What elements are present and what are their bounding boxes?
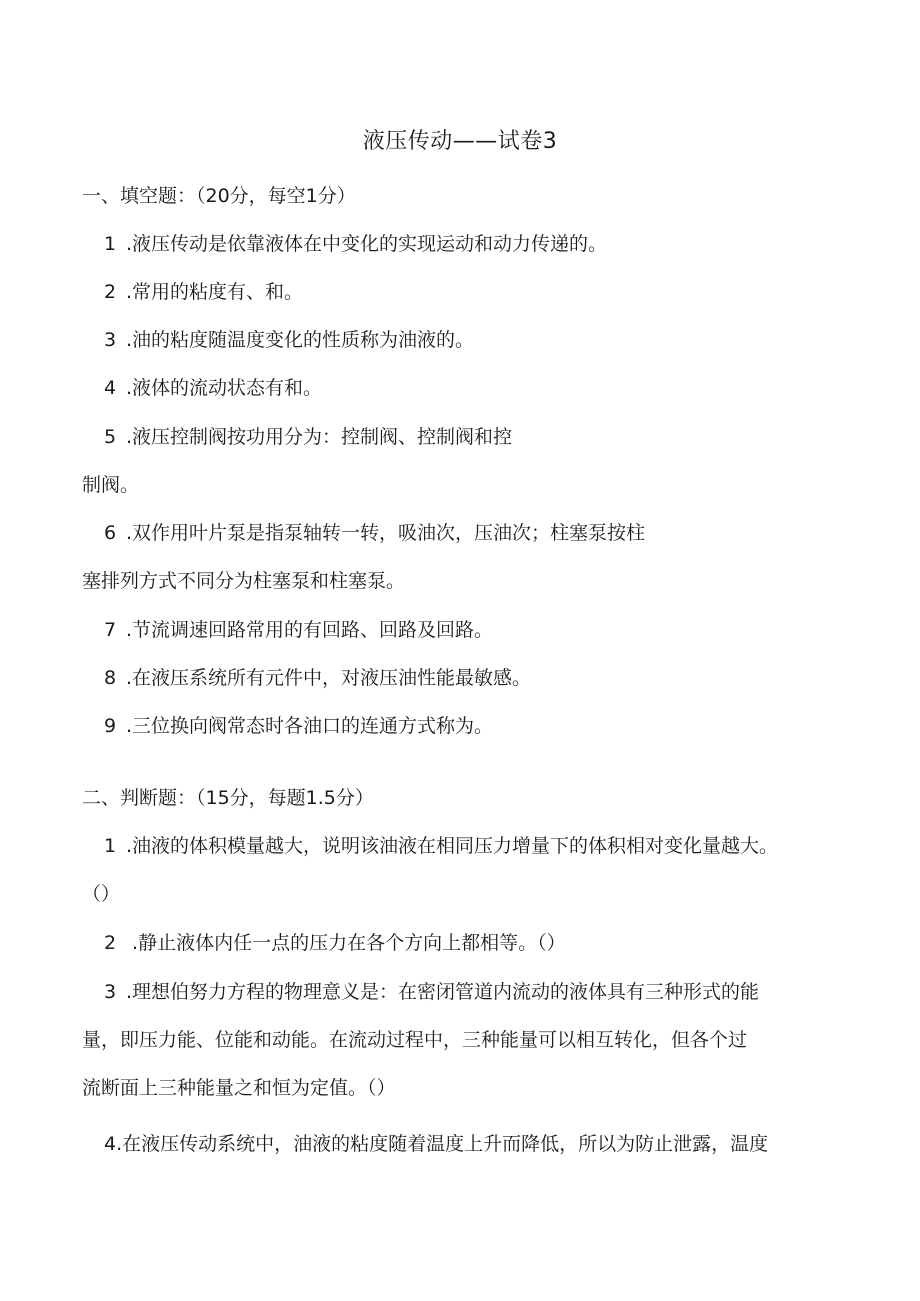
question-number: 3 — [104, 981, 117, 1003]
question-text: .在液压传动系统中，油液的粘度随着温度上升而降低，所以为防止泄露，温度 — [116, 1133, 769, 1155]
question-number: 4 — [104, 1133, 117, 1155]
question-text: .油液的体积模量越大，说明该油液在相同压力增量下的体积相对变化量越大。 — [126, 835, 779, 857]
question-number: 3 — [104, 329, 117, 351]
question-text: .液体的流动状态有和。 — [126, 377, 323, 399]
question-number: 1 — [104, 233, 117, 255]
question-item — [104, 664, 531, 692]
question-item — [104, 326, 474, 354]
question-number: 1 — [104, 835, 117, 857]
question-item — [104, 374, 322, 402]
question-number: 4 — [104, 377, 117, 399]
section-heading-true-false: 二、判断题：（15分，每题1.5分） — [82, 787, 374, 809]
question-item — [104, 929, 566, 957]
question-number: 8 — [104, 667, 117, 689]
question-number: 6 — [104, 522, 117, 544]
question-item — [104, 832, 778, 860]
question-number: 7 — [104, 619, 117, 641]
question-text: .节流调速回路常用的有回路、回路及回路。 — [126, 619, 494, 641]
question-item — [104, 978, 759, 1006]
question-text: .在液压系统所有元件中，对液压油性能最敏感。 — [126, 667, 532, 689]
question-continuation: 流断面上三种能量之和恒为定值。（） — [82, 1077, 396, 1099]
question-continuation: 塞排列方式不同分为柱塞泵和柱塞泵。 — [82, 570, 406, 592]
question-number: 5 — [104, 426, 117, 448]
question-continuation: 制阀。 — [82, 474, 140, 496]
question-item — [104, 616, 493, 644]
question-text: .液压传动是依靠液体在中变化的实现运动和动力传递的。 — [126, 233, 608, 255]
question-text: .常用的粘度有、和。 — [126, 281, 304, 303]
question-text: .液压控制阀按功用分为：控制阀、控制阀和控 — [126, 426, 513, 448]
question-item — [104, 278, 303, 306]
question-number: 9 — [104, 715, 117, 737]
page-title: 液压传动——试卷3 — [362, 129, 558, 154]
question-text: .油的粘度随温度变化的性质称为油液的。 — [126, 329, 475, 351]
question-item — [104, 423, 512, 451]
question-number: 2 — [104, 932, 117, 954]
question-item — [104, 1130, 768, 1158]
question-item — [104, 519, 645, 547]
question-continuation: （） — [82, 883, 121, 905]
question-continuation: 量，即压力能、位能和动能。在流动过程中，三种能量可以相互转化，但各个过 — [82, 1029, 748, 1051]
section-heading-fill-in: 一、填空题：（20分，每空1分） — [82, 185, 356, 207]
question-text: .静止液体内任一点的压力在各个方向上都相等。（） — [126, 932, 566, 954]
question-text: .双作用叶片泵是指泵轴转一转，吸油次，压油次；柱塞泵按柱 — [126, 522, 646, 544]
question-item — [104, 230, 607, 258]
question-text: .三位换向阀常态时各油口的连通方式称为。 — [126, 715, 494, 737]
question-text: .理想伯努力方程的物理意义是：在密闭管道内流动的液体具有三种形式的能 — [126, 981, 760, 1003]
question-number: 2 — [104, 281, 117, 303]
question-item — [104, 712, 493, 740]
